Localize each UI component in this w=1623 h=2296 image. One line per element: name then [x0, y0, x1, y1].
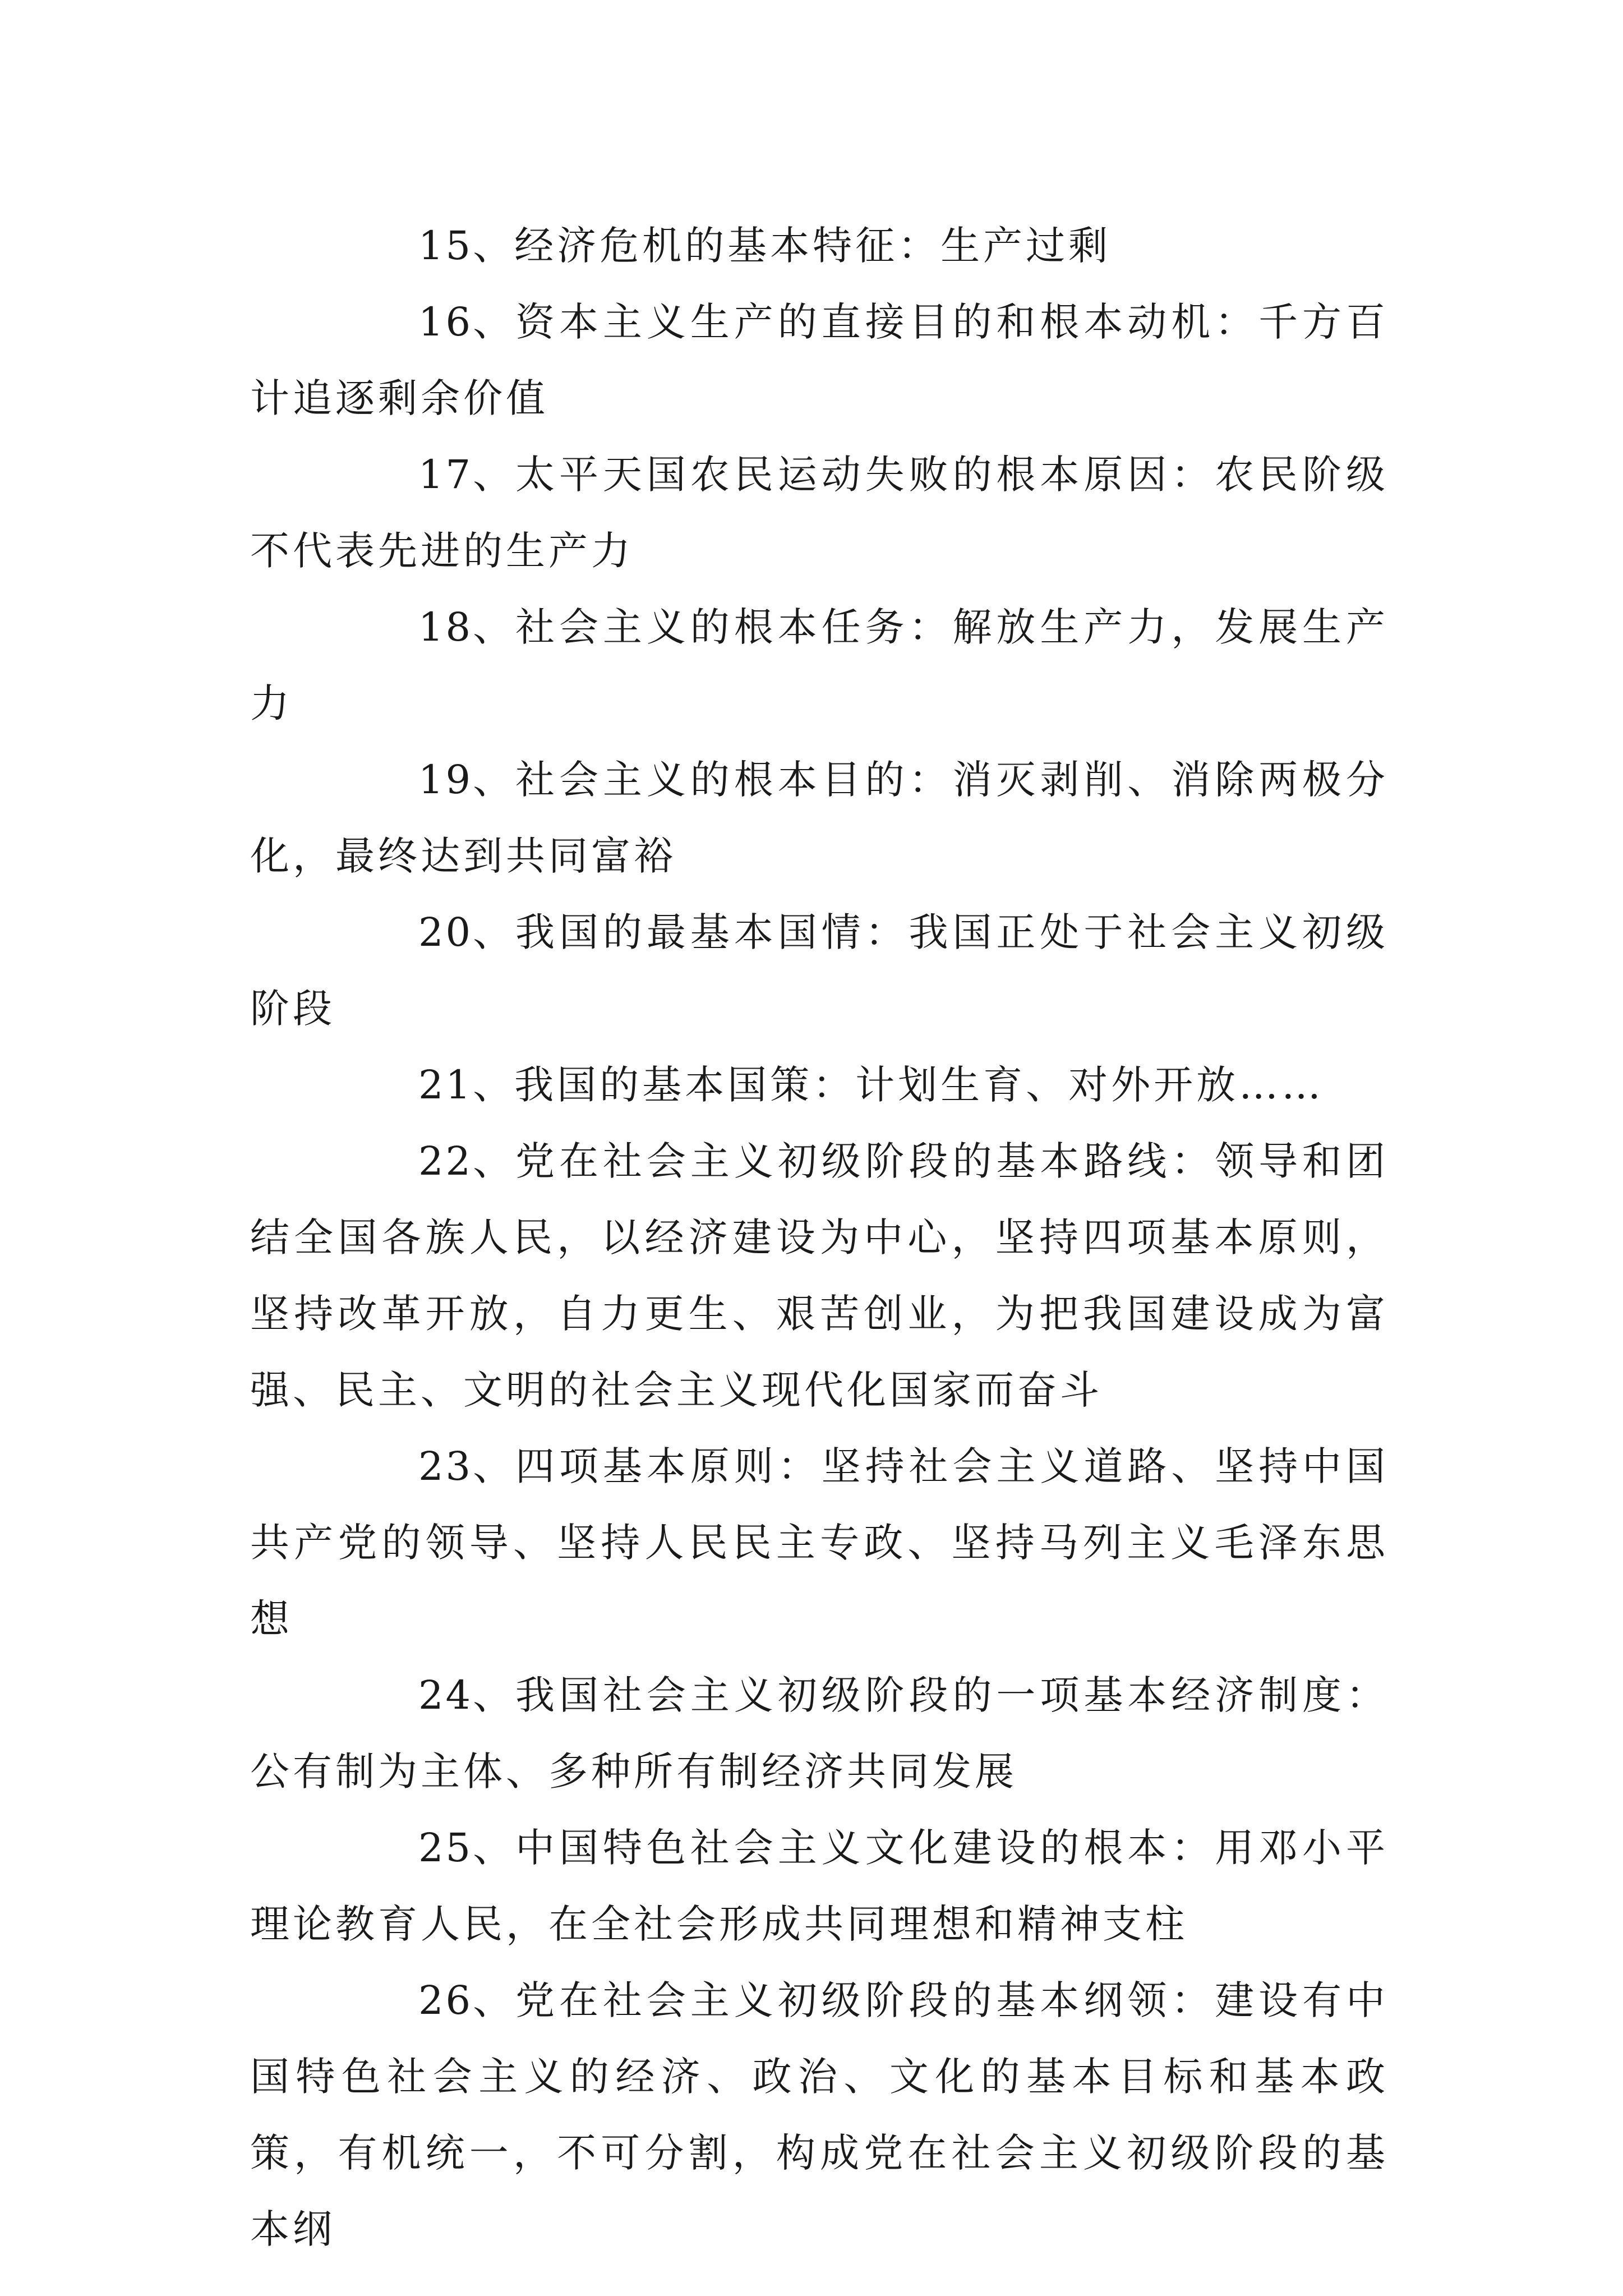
item-number: 24、: [418, 1672, 515, 1718]
item-text: 经济危机的基本特征：生产过剩: [514, 223, 1112, 269]
item-text: 我国的基本国策：计划生育、对外开放……: [514, 1062, 1325, 1108]
list-item: [250, 589, 1389, 742]
item-number: 25、: [418, 1825, 515, 1871]
list-item: [250, 1123, 1389, 1428]
item-number: 22、: [418, 1138, 515, 1184]
list-item: [250, 208, 1389, 284]
item-text: 太平天国农民运动失败的根本原因：农民阶级不代表先进的生产力: [250, 452, 1389, 574]
item-number: 18、: [418, 604, 515, 650]
item-text: 中国特色社会主义文化建设的根本：用邓小平理论教育人民，在全社会形成共同理想和精神支柱: [250, 1825, 1389, 1947]
list-item: [250, 1657, 1389, 1810]
item-number: 21、: [418, 1062, 515, 1108]
item-text: 四项基本原则：坚持社会主义道路、坚持中国共产党的领导、坚持人民民主专政、坚持马列主义毛泽东思想: [250, 1443, 1389, 1642]
item-text: 我国的最基本国情：我国正处于社会主义初级阶段: [250, 909, 1389, 1032]
item-text: 我国社会主义初级阶段的一项基本经济制度：公有制为主体、多种所有制经济共同发展: [250, 1672, 1389, 1795]
item-text: 党在社会主义初级阶段的基本纲领：建设有中国特色社会主义的经济、政治、文化的基本目标和基本政策，有机统一，不可分割，构成党在社会主义初级阶段的基本纲: [250, 1977, 1389, 2252]
item-number: 20、: [418, 909, 515, 955]
list-item: [250, 1047, 1389, 1123]
list-item: [250, 894, 1389, 1047]
item-text: 资本主义生产的直接目的和根本动机：千方百计追逐剩余价值: [250, 299, 1389, 421]
list-item: [250, 284, 1389, 436]
list-item: [250, 436, 1389, 589]
list-item: [250, 1810, 1389, 1962]
item-text: 党在社会主义初级阶段的基本路线：领导和团结全国各族人民，以经济建设为中心，坚持四项基本原则，坚持改革开放，自力更生、艰苦创业，为把我国建设成为富强、民主、文明的社会主义现代化国家而奋斗: [250, 1138, 1389, 1413]
list-item: [250, 1962, 1389, 2267]
item-text: 社会主义的根本目的：消灭剥削、消除两极分化，最终达到共同富裕: [250, 757, 1389, 879]
item-number: 17、: [418, 452, 515, 498]
list-item: [250, 742, 1389, 894]
list-item: [250, 1428, 1389, 1657]
item-number: 26、: [418, 1977, 515, 2023]
item-number: 16、: [418, 299, 515, 345]
item-number: 15、: [418, 223, 515, 269]
item-number: 23、: [418, 1443, 515, 1489]
item-number: 19、: [418, 757, 515, 803]
item-text: 社会主义的根本任务：解放生产力，发展生产力: [250, 604, 1389, 726]
document-body: [250, 208, 1389, 2267]
